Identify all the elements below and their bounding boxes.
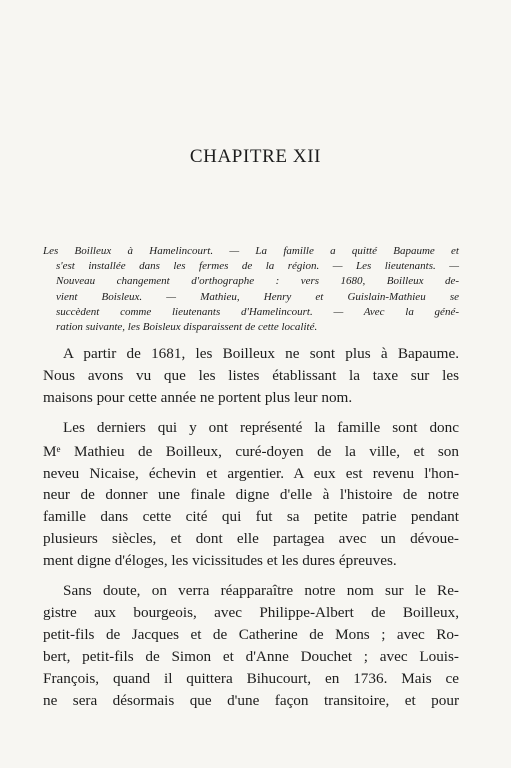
text-line: A partir de 1681, les Boilleux ne sont plus à Bapaume. xyxy=(63,345,459,362)
text-line: Les derniers qui y ont représenté la famille sont donc xyxy=(63,418,459,436)
text-line: François, quand il quittera Bihucourt, en 1736. Mais ce xyxy=(43,669,459,687)
summary-line: Nouveau changement d'orthographe : vers 1680, Boilleux de- xyxy=(56,275,459,288)
body-text xyxy=(43,343,459,720)
text-line xyxy=(43,439,459,463)
text-line: Nous avons vu que les listes établissant la taxe sur les xyxy=(43,366,459,384)
text-line: neveu Nicaise, échevin et argentier. A eux est revenu l'hon- xyxy=(43,464,459,482)
text-line: petit-fils de Jacques et de Catherine de Mons ; avec Ro- xyxy=(43,625,459,643)
summary-line: Les Boilleux à Hamelincourt. — La famille a quitté Bapaume et xyxy=(43,245,459,257)
text-line: ment digne d'éloges, les vicissitudes et les dures épreuves. xyxy=(43,552,397,570)
summary-line: vient Boisleux. — Mathieu, Henry et Guislain-Mathieu se xyxy=(56,290,459,303)
text-line: bert, petit-fils de Simon et d'Anne Douchet ; avec Louis- xyxy=(43,647,459,665)
text-line-rest: Mathieu de Boilleux, curé-doyen de la ville, et son xyxy=(60,442,459,460)
title-abbrev: M xyxy=(43,442,57,460)
paragraph-3 xyxy=(43,580,459,711)
summary-line: s'est installée dans les fermes de la région. — Les lieutenants. — xyxy=(56,260,459,273)
summary-line: succèdent comme lieutenants d'Hamelincourt. — Avec la géné- xyxy=(56,305,459,318)
paragraph-1 xyxy=(43,343,459,409)
text-line: Sans doute, on verra réapparaître notre nom sur le Re- xyxy=(63,582,459,600)
text-line: maisons pour cette année ne portent plus leur nom. xyxy=(43,388,353,406)
chapter-summary xyxy=(43,244,459,335)
paragraph-2 xyxy=(43,417,459,572)
text-line: ne sera désormais que d'une façon transitoire, et pour xyxy=(43,691,459,709)
title-abbrev-superscript: e xyxy=(56,443,61,454)
text-line: gistre aux bourgeois, avec Philippe-Albert de Boilleux, xyxy=(43,603,459,621)
text-line: plusieurs siècles, et dont elle partagea avec un dévoue- xyxy=(43,530,459,548)
chapter-title: CHAPITRE XII xyxy=(189,146,322,167)
summary-line: ration suivante, les Boisleux disparaissent de cette localité. xyxy=(56,321,318,334)
text-line: neur de donner une finale digne d'elle à l'histoire de notre xyxy=(43,486,459,504)
text-line: famille dans cette cité qui fut sa petite patrie pendant xyxy=(43,508,459,526)
